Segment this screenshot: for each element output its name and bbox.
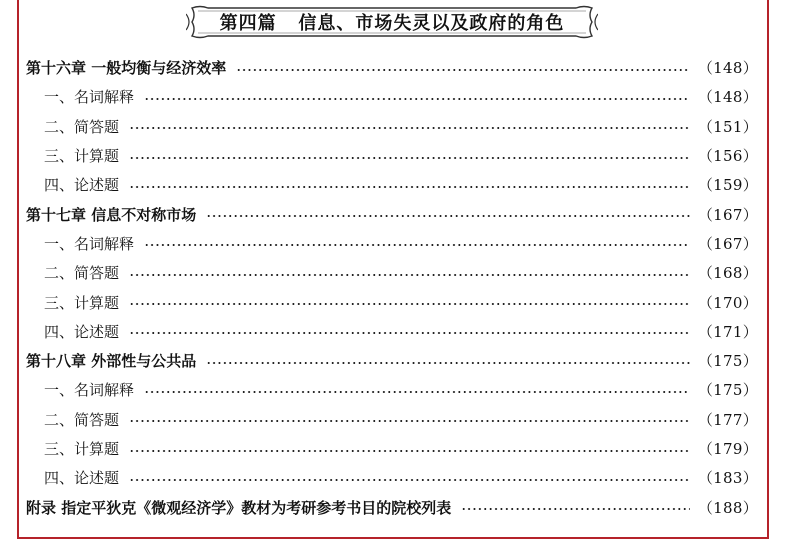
toc-page-number: （168） [697,264,758,283]
dot-leader [129,186,690,188]
dot-leader [129,274,690,276]
dot-leader [206,215,690,217]
table-of-contents [26,53,758,522]
toc-page-number: （188） [697,498,758,517]
dot-leader [129,332,690,334]
dot-leader [206,362,690,364]
toc-chapter-row [26,199,758,228]
dot-leader [129,450,690,452]
toc-page-number: （175） [697,381,758,400]
toc-page-number: （148） [697,59,758,78]
toc-entry-title: 二、简答题 [44,117,120,136]
toc-entry-title: 第十七章 信息不对称市场 [26,205,197,224]
part-title-banner [186,4,598,40]
toc-entry-title: 第十六章 一般均衡与经济效率 [26,59,227,78]
toc-entry-title: 四、论述题 [44,469,120,488]
toc-page-number: （170） [697,293,758,312]
toc-section-row [26,317,758,346]
dot-leader [129,157,690,159]
toc-section-row [26,229,758,258]
toc-entry-title: 二、简答题 [44,264,120,283]
toc-section-row [26,463,758,492]
dot-leader [236,69,690,71]
dot-leader [144,391,690,393]
toc-chapter-row [26,53,758,82]
toc-page-number: （159） [697,176,758,195]
toc-chapter-row [26,492,758,521]
toc-entry-title: 三、计算题 [44,293,120,312]
dot-leader [129,420,690,422]
toc-section-row [26,170,758,199]
toc-entry-title: 第十八章 外部性与公共品 [26,352,197,371]
toc-entry-title: 一、名词解释 [44,88,135,107]
toc-section-row [26,405,758,434]
toc-page-number: （156） [697,147,758,166]
dot-leader [144,98,690,100]
toc-entry-title: 四、论述题 [44,322,120,341]
part-title: 第四篇 信息、市场失灵以及政府的角色 [219,13,565,34]
toc-page-number: （175） [697,352,758,371]
toc-entry-title: 一、名词解释 [44,381,135,400]
dot-leader [129,479,690,481]
toc-page-number: （148） [697,88,758,107]
toc-entry-title: 附录 指定平狄克《微观经济学》教材为考研参考书目的院校列表 [26,498,452,517]
toc-section-row [26,258,758,287]
toc-page-number: （171） [697,322,758,341]
toc-entry-title: 一、名词解释 [44,234,135,253]
toc-entry-title: 三、计算题 [44,147,120,166]
toc-section-row [26,375,758,404]
toc-chapter-row [26,346,758,375]
dot-leader [461,508,690,510]
toc-section-row [26,141,758,170]
toc-section-row [26,82,758,111]
toc-section-row [26,287,758,316]
toc-page-number: （177） [697,410,758,429]
toc-page-number: （167） [697,205,758,224]
toc-section-row [26,434,758,463]
toc-page-number: （179） [697,440,758,458]
toc-section-row [26,112,758,141]
dot-leader [144,244,690,246]
dot-leader [129,303,690,305]
toc-entry-title: 三、计算题 [44,440,120,458]
toc-page-number: （151） [697,117,758,136]
toc-entry-title: 二、简答题 [44,410,120,429]
toc-page-number: （183） [697,469,758,488]
toc-entry-title: 四、论述题 [44,176,120,195]
dot-leader [129,127,690,129]
toc-page-number: （167） [697,234,758,253]
